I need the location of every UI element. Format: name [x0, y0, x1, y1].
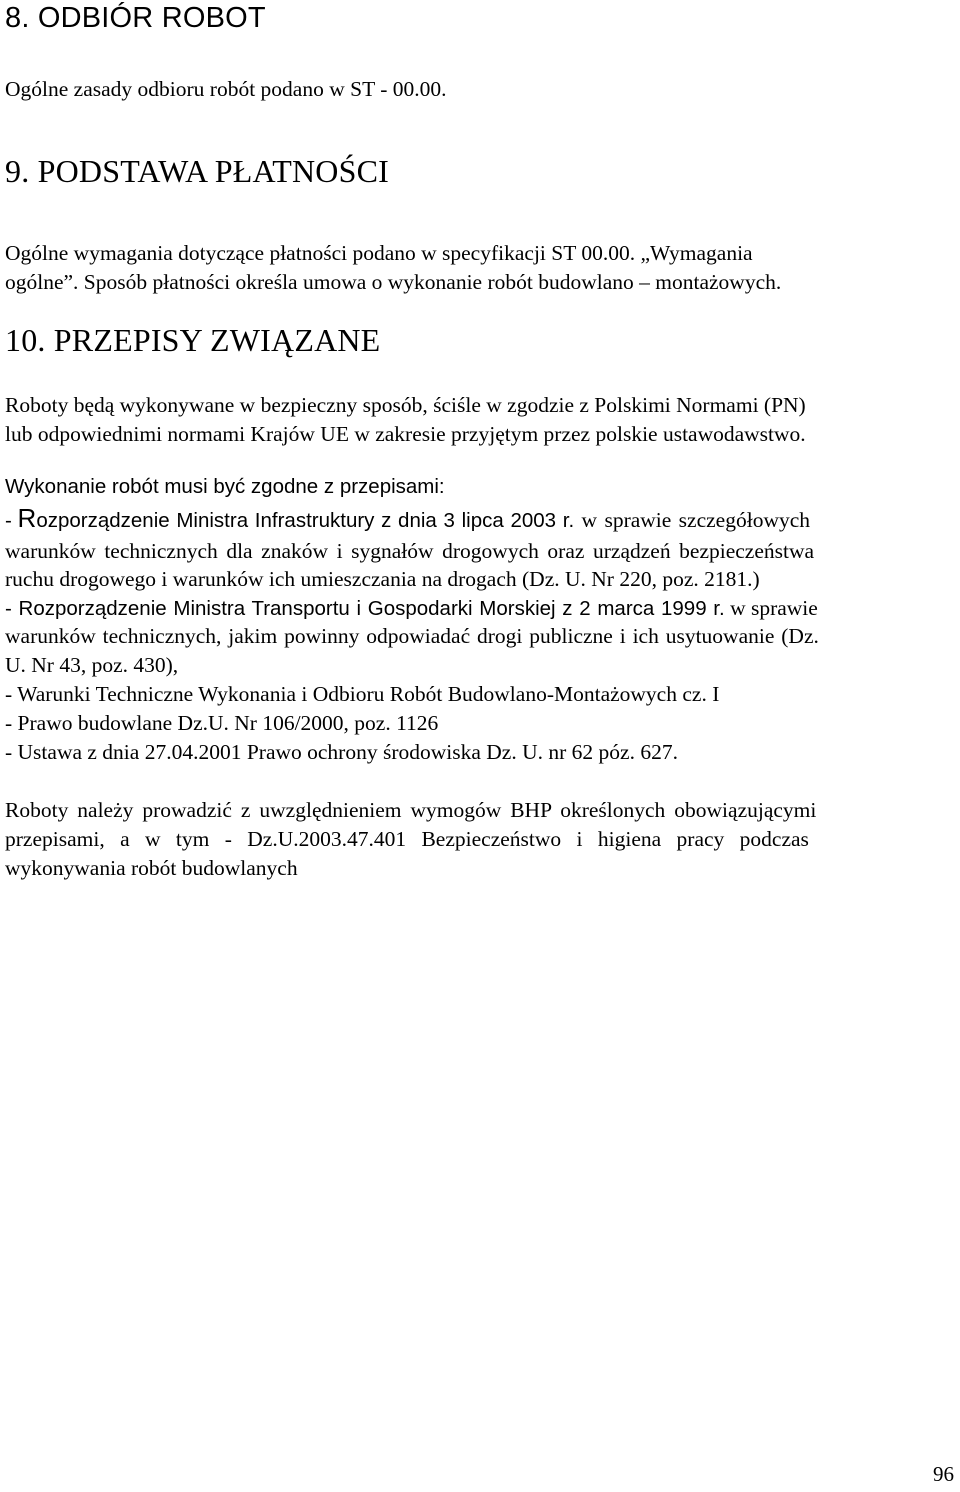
section-8-heading: 8. ODBIÓR ROBOT: [5, 2, 266, 34]
list-dash: -: [5, 509, 18, 532]
page-number: 96: [933, 1462, 954, 1486]
regulation-1-line-1: [5, 505, 810, 532]
regulations-intro: Wykonanie robót musi być zgodne z przepisami:: [5, 475, 445, 498]
section-10-para-line-2: lub odpowiednimi normami Krajów UE w zakresie przyjętym przez polskie ustawodawstwo.: [5, 422, 806, 446]
regulation-5: - Ustawa z dnia 27.04.2001 Prawo ochrony środowiska Dz. U. nr 62 póz. 627.: [5, 740, 678, 764]
regulation-1-line-2: warunków technicznych dla znaków i sygnałów drogowych oraz urządzeń bezpieczeństwa: [5, 539, 815, 563]
regulation-3: - Warunki Techniczne Wykonania i Odbioru Robót Budowlano-Montażowych cz. I: [5, 682, 720, 706]
section-10-para-line-1: Roboty będą wykonywane w bezpieczny sposób, ściśle w zgodzie z Polskimi Normami (PN): [5, 393, 806, 417]
regulation-2-line-2: warunków technicznych, jakim powinny odpowiadać drogi publiczne i ich usytuowanie (Dz.: [5, 624, 819, 648]
section-9-text-line-1: Ogólne wymagania dotyczące płatności podano w specyfikacji ST 00.00. „Wymagania: [5, 241, 753, 265]
section-10-heading: 10. PRZEPISY ZWIĄZANE: [5, 322, 381, 358]
regulation-1-line-3: ruchu drogowego i warunków ich umieszczania na drogach (Dz. U. Nr 220, poz. 2181.): [5, 567, 760, 591]
regulation-2-line-1: [5, 598, 818, 620]
regulation-2-subject: w sprawie: [724, 596, 818, 620]
regulation-2-title: - Rozporządzenie Ministra Transportu i Gospodarki Morskiej z 2 marca 1999 r.: [5, 597, 725, 620]
bhp-line-1: Roboty należy prowadzić z uwzględnieniem wymogów BHP określonych obowiązującymi: [5, 798, 817, 822]
section-9-text-line-2: ogólne”. Sposób płatności określa umowa o wykonanie robót budowlano – montażowych.: [5, 270, 782, 294]
regulation-1-initial: R: [17, 503, 37, 533]
regulation-4: - Prawo budowlane Dz.U. Nr 106/2000, poz. 1126: [5, 711, 439, 735]
regulation-1-title: ozporządzenie Ministra Infrastruktury z dnia 3 lipca 2003 r.: [36, 509, 575, 532]
bhp-line-3: wykonywania robót budowlanych: [5, 856, 298, 880]
bhp-line-2: przepisami, a w tym - Dz.U.2003.47.401 Bezpieczeństwo i higiena pracy podczas: [5, 827, 809, 851]
section-8-text: Ogólne zasady odbioru robót podano w ST - 00.00.: [5, 77, 447, 101]
regulation-1-subject: w sprawie szczegółowych: [574, 508, 811, 532]
regulation-2-line-3: U. Nr 43, poz. 430),: [5, 653, 179, 677]
section-9-heading: 9. PODSTAWA PŁATNOŚCI: [5, 153, 390, 189]
